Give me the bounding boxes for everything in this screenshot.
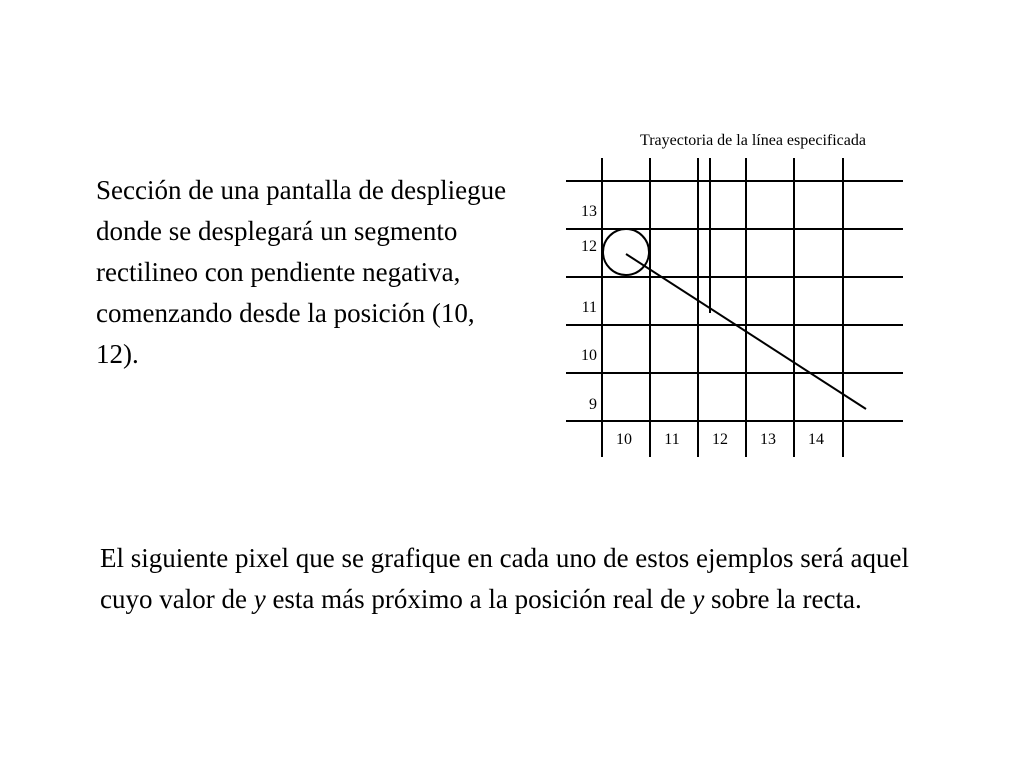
explanation-text: sobre la recta. [704, 584, 862, 614]
y-label: 12 [581, 238, 597, 255]
explanation-text: El siguiente pixel que se grafique en cada uno de estos ejemplos será aquel cuyo valor de [100, 543, 909, 614]
vertical-grid-lines [602, 158, 843, 457]
y-label: 13 [581, 203, 597, 220]
variable-y: y [253, 584, 266, 614]
explanation-text: esta más próximo a la posición real de [265, 584, 693, 614]
x-label: 12 [712, 431, 728, 448]
y-label: 10 [581, 347, 597, 364]
explanation-paragraph [100, 538, 960, 620]
diagram-title: Trayectoria de la línea especificada [640, 132, 866, 149]
start-pixel-circle [603, 229, 649, 275]
x-label: 10 [616, 431, 632, 448]
x-axis-labels [616, 431, 824, 448]
y-axis-labels [581, 203, 597, 413]
y-label: 11 [581, 299, 597, 316]
description-paragraph: Sección de una pantalla de despliegue donde se desplegará un segmento rectilineo con pendiente negativa, comenzando desde la posición (10, 12). [96, 175, 507, 369]
x-label: 11 [664, 431, 680, 448]
y-label: 9 [589, 396, 597, 413]
horizontal-grid-lines [566, 181, 903, 421]
x-label: 13 [760, 431, 776, 448]
variable-y: y [692, 584, 705, 614]
x-label: 14 [808, 431, 824, 448]
